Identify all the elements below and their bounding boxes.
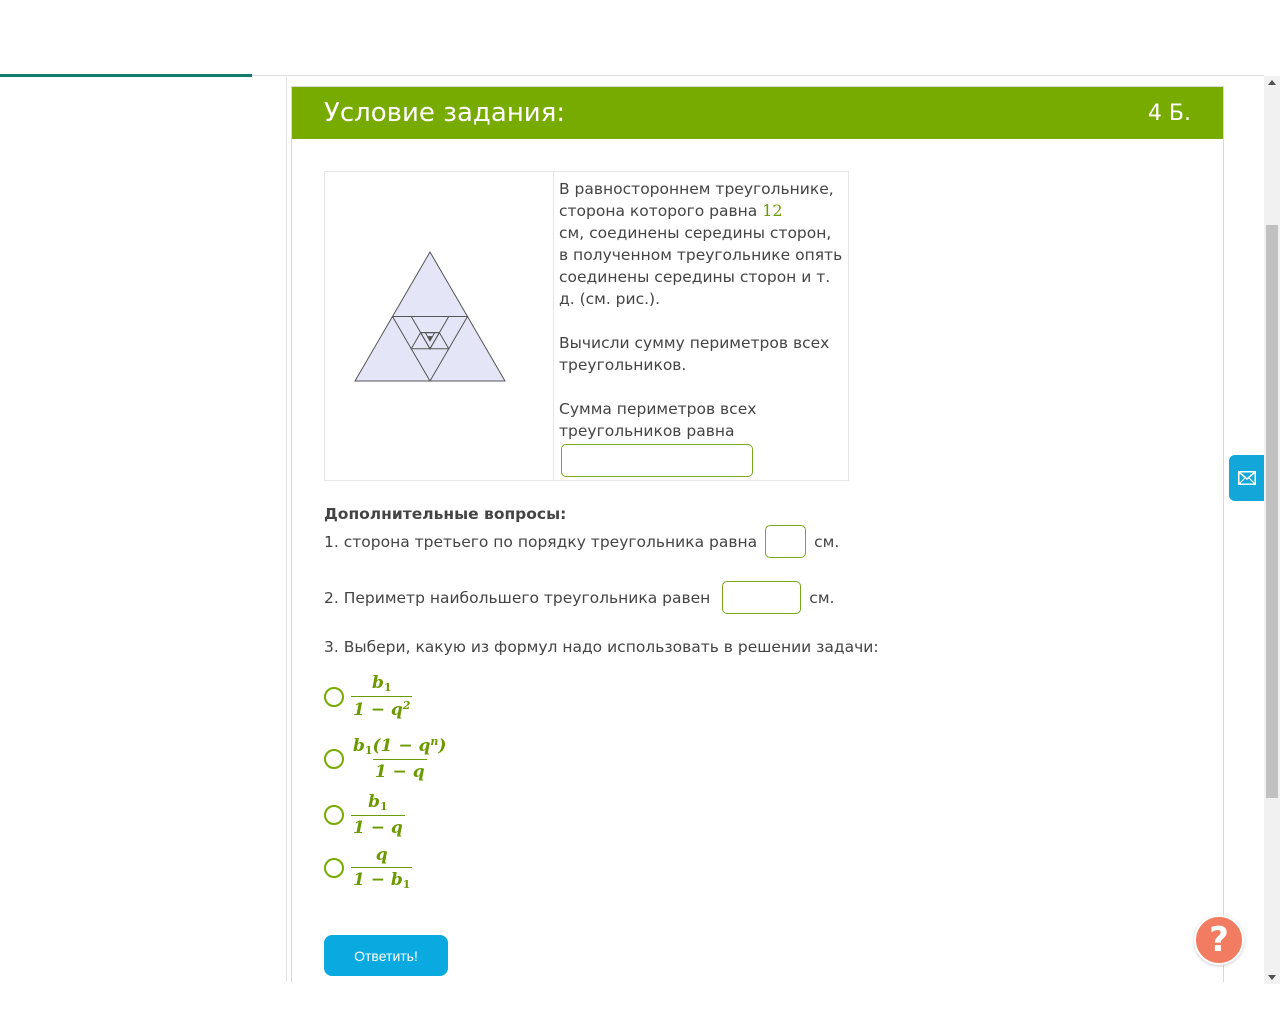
third-triangle-side-input[interactable] [765, 525, 806, 558]
formula-option-2[interactable] [324, 735, 448, 782]
top-bar [0, 0, 1264, 76]
question-2: 2. Периметр наибольшего треугольника равен см. [324, 581, 834, 614]
mail-icon [1238, 471, 1256, 485]
radio-option-3[interactable] [324, 805, 344, 825]
extra-questions-title: Дополнительные вопросы: [324, 505, 567, 523]
formula-3: $\frac{b_1}{1 - q}$ [353, 792, 403, 838]
radio-option-2[interactable] [324, 749, 344, 769]
scroll-thumb[interactable] [1266, 225, 1278, 798]
task-points: 4 Б. [1147, 100, 1191, 126]
task-statement [324, 171, 849, 481]
largest-perimeter-input[interactable] [722, 581, 801, 614]
question-1: 1. сторона третьего по порядку треугольника равна см. [324, 525, 839, 558]
formula-1: $\frac{b_1}{1 - q^2}$ [353, 673, 411, 720]
formula-option-3[interactable] [324, 792, 405, 838]
submit-answer-button[interactable]: Ответить! [324, 935, 448, 976]
question-icon: ? [1209, 920, 1229, 960]
task-title: Условие задания: [324, 98, 566, 128]
left-divider [286, 77, 287, 982]
formula-option-4[interactable] [324, 845, 412, 891]
formula-4: $\frac{q}{1 - b_1}$ [353, 845, 411, 891]
task-paragraph-2: Вычисли сумму периметров всех треугольников. [559, 334, 830, 374]
help-button[interactable] [1194, 915, 1244, 965]
triangle-figure [325, 172, 554, 480]
side-length-value: 12 [762, 201, 783, 220]
task-header [292, 87, 1223, 139]
task-description [559, 178, 844, 477]
task-paragraph-1: В равностороннем треугольнике, сторона которого равна 12 см, соединены середины сторон, в полученном треугольнике опять соединены середины сторон и т. д. (см. рис.). [559, 180, 843, 308]
task-card [291, 86, 1224, 982]
feedback-mail-button[interactable] [1229, 455, 1264, 501]
radio-option-4[interactable] [324, 858, 344, 878]
question-3: 3. Выбери, какую из формул надо использовать в решении задачи: [324, 638, 879, 656]
formula-option-1[interactable] [324, 673, 412, 720]
radio-option-1[interactable] [324, 687, 344, 707]
perimeter-sum-input[interactable] [561, 444, 753, 477]
scroll-up-icon[interactable] [1268, 80, 1276, 85]
scroll-down-icon[interactable] [1268, 975, 1276, 980]
formula-2: $\frac{b_1(1 - q^n)}{1 - q}$ [353, 735, 447, 782]
progress-indicator [0, 74, 252, 77]
nested-triangles-image [325, 172, 554, 480]
task-paragraph-3: Сумма периметров всех треугольников равна [559, 398, 844, 477]
page-scrollbar[interactable] [1264, 76, 1280, 984]
